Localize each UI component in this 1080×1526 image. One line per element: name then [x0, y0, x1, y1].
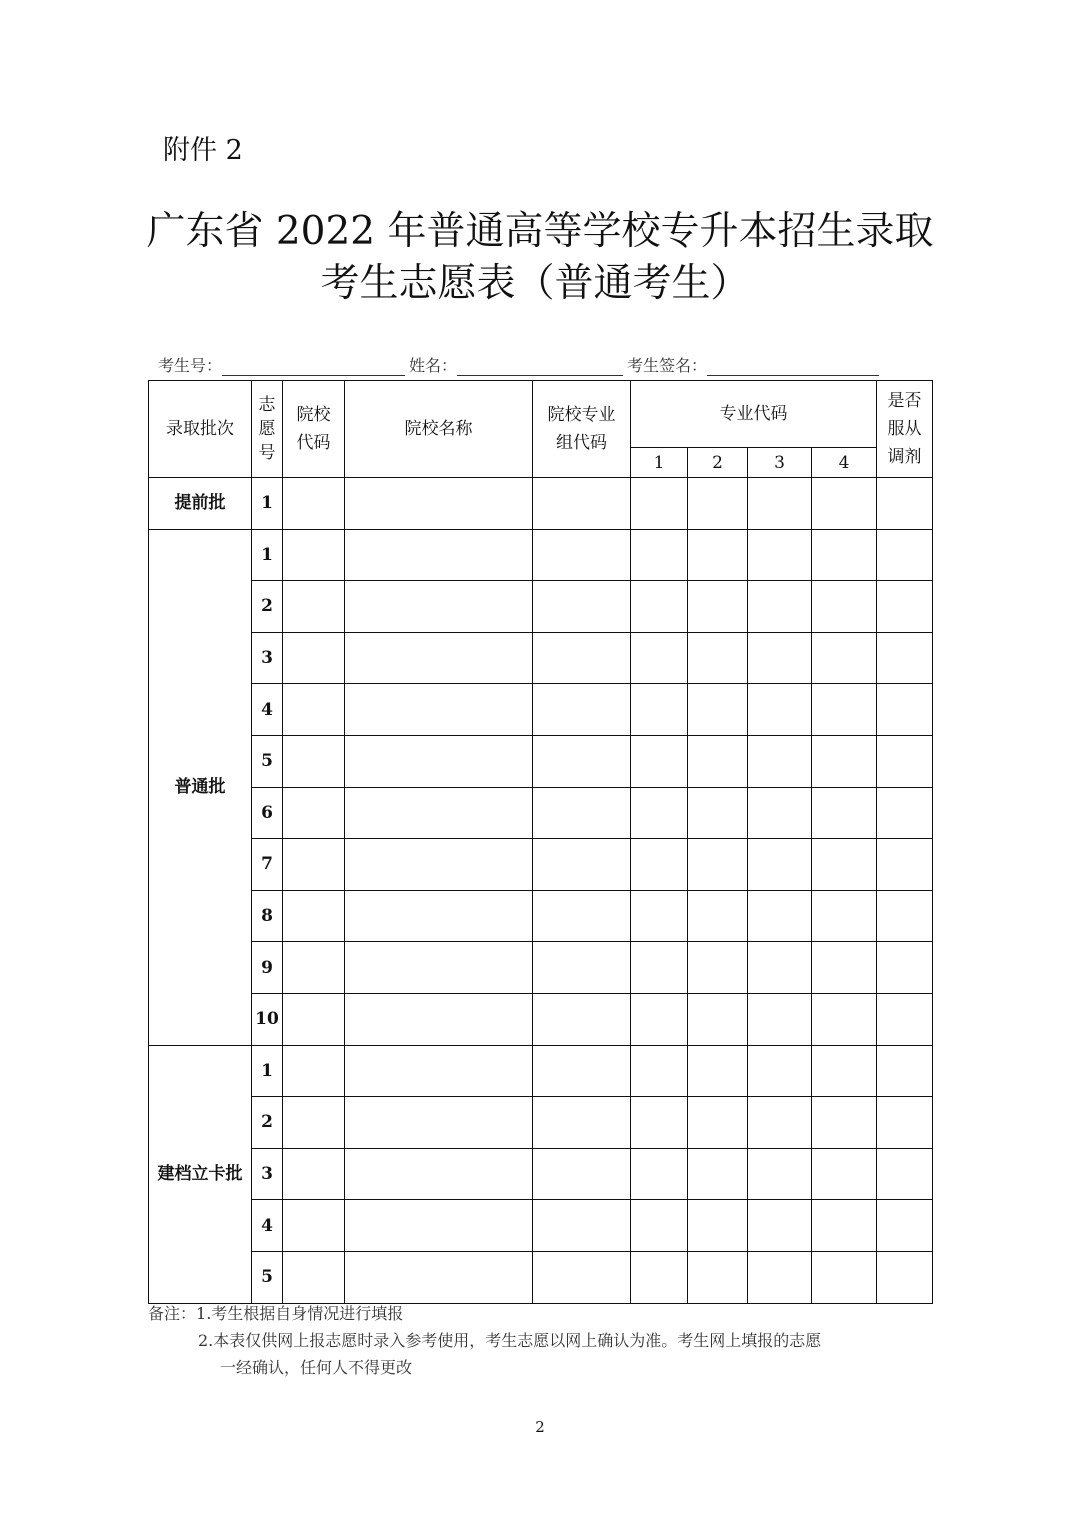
school-name-cell[interactable]: [345, 632, 533, 684]
school-name-cell[interactable]: [345, 1251, 533, 1303]
school-code-cell[interactable]: [283, 684, 345, 736]
school-name-cell[interactable]: [345, 529, 533, 581]
school-name-cell[interactable]: [345, 684, 533, 736]
school-code-cell[interactable]: [283, 735, 345, 787]
choice-number: 6: [252, 787, 283, 839]
batch-cell: 建档立卡批: [149, 1045, 252, 1303]
adjust-cell[interactable]: [877, 735, 933, 787]
major-code-1-cell[interactable]: [631, 1148, 688, 1200]
major-code-2-cell[interactable]: [688, 581, 748, 633]
major-code-2-cell[interactable]: [688, 632, 748, 684]
choice-number: 2: [252, 581, 283, 633]
school-name-cell[interactable]: [345, 839, 533, 891]
major-code-1-cell[interactable]: [631, 890, 688, 942]
school-code-cell[interactable]: [283, 1148, 345, 1200]
group-code-cell[interactable]: [533, 1045, 631, 1097]
school-code-cell[interactable]: [283, 787, 345, 839]
major-code-4-cell[interactable]: [812, 787, 877, 839]
table-row: [149, 839, 933, 891]
batch-cell: 普通批: [149, 529, 252, 1045]
major-code-4-cell[interactable]: [812, 1251, 877, 1303]
school-code-cell[interactable]: [283, 478, 345, 530]
table-row: [149, 632, 933, 684]
group-code-cell[interactable]: [533, 632, 631, 684]
major-code-1-cell[interactable]: [631, 1045, 688, 1097]
major-code-3-cell[interactable]: [748, 890, 812, 942]
table-row: [149, 1045, 933, 1097]
major-code-2-cell[interactable]: [688, 478, 748, 530]
choice-number: 5: [252, 735, 283, 787]
major-code-3-cell[interactable]: [748, 787, 812, 839]
adjust-cell[interactable]: [877, 839, 933, 891]
major-code-4-cell[interactable]: [812, 839, 877, 891]
major-code-4-cell[interactable]: [812, 684, 877, 736]
page-number: 2: [535, 1418, 545, 1436]
school-name-cell[interactable]: [345, 478, 533, 530]
choice-number: 10: [252, 993, 283, 1045]
form-title-line1: 广东省 2022 年普通高等学校专升本招生录取: [146, 209, 934, 254]
group-code-cell[interactable]: [533, 529, 631, 581]
major-code-3-cell[interactable]: [748, 1251, 812, 1303]
adjust-cell[interactable]: [877, 684, 933, 736]
school-name-cell[interactable]: [345, 735, 533, 787]
choice-number: 9: [252, 942, 283, 994]
signature-field[interactable]: [707, 357, 879, 376]
header-major-col-1: 1: [631, 448, 688, 478]
major-code-2-cell[interactable]: [688, 1045, 748, 1097]
major-code-2-cell[interactable]: [688, 1251, 748, 1303]
group-code-cell[interactable]: [533, 1200, 631, 1252]
choice-number: 4: [252, 1200, 283, 1252]
major-code-3-cell[interactable]: [748, 993, 812, 1045]
major-code-2-cell[interactable]: [688, 1200, 748, 1252]
choice-number: 2: [252, 1097, 283, 1149]
major-code-3-cell[interactable]: [748, 529, 812, 581]
school-code-cell[interactable]: [283, 1200, 345, 1252]
major-code-1-cell[interactable]: [631, 942, 688, 994]
adjust-cell[interactable]: [877, 890, 933, 942]
choice-number: 1: [252, 478, 283, 530]
group-code-cell[interactable]: [533, 787, 631, 839]
header-group-code: 院校专业 组代码: [533, 381, 631, 478]
major-code-1-cell[interactable]: [631, 632, 688, 684]
candidate-no-label: 考生号：: [158, 356, 223, 375]
major-code-2-cell[interactable]: [688, 1148, 748, 1200]
school-name-cell[interactable]: [345, 1200, 533, 1252]
note-item-2: 2.本表仅供网上报志愿时录入参考使用，考生志愿以网上确认为准。考生网上填报的志愿: [198, 1331, 822, 1350]
major-code-4-cell[interactable]: [812, 529, 877, 581]
header-adjust: 是否 服从 调剂: [877, 381, 933, 478]
group-code-cell[interactable]: [533, 735, 631, 787]
school-code-cell[interactable]: [283, 1251, 345, 1303]
major-code-1-cell[interactable]: [631, 684, 688, 736]
group-code-cell[interactable]: [533, 478, 631, 530]
header-school-code: 院校 代码: [283, 381, 345, 478]
major-code-2-cell[interactable]: [688, 890, 748, 942]
school-name-cell[interactable]: [345, 890, 533, 942]
major-code-3-cell[interactable]: [748, 1097, 812, 1149]
school-code-cell[interactable]: [283, 529, 345, 581]
major-code-2-cell[interactable]: [688, 1097, 748, 1149]
choice-number: 1: [252, 529, 283, 581]
major-code-1-cell[interactable]: [631, 787, 688, 839]
note-item-1: 1.考生根据自身情况进行填报: [196, 1304, 404, 1323]
name-label: 姓名：: [409, 356, 458, 375]
group-code-cell[interactable]: [533, 839, 631, 891]
school-code-cell[interactable]: [283, 993, 345, 1045]
major-code-2-cell[interactable]: [688, 942, 748, 994]
table-row: [149, 942, 933, 994]
header-major-col-3: 3: [748, 448, 812, 478]
major-code-2-cell[interactable]: [688, 684, 748, 736]
major-code-1-cell[interactable]: [631, 478, 688, 530]
group-code-cell[interactable]: [533, 581, 631, 633]
group-code-cell[interactable]: [533, 1097, 631, 1149]
group-code-cell[interactable]: [533, 942, 631, 994]
major-code-1-cell[interactable]: [631, 735, 688, 787]
table-row: [149, 890, 933, 942]
table-row: [149, 529, 933, 581]
major-code-4-cell[interactable]: [812, 478, 877, 530]
table-row: [149, 787, 933, 839]
table-row: [149, 1097, 933, 1149]
table-row: [149, 581, 933, 633]
major-code-3-cell[interactable]: [748, 478, 812, 530]
notes: [148, 1300, 821, 1381]
choice-number: 7: [252, 839, 283, 891]
adjust-cell[interactable]: [877, 478, 933, 530]
school-name-cell[interactable]: [345, 1097, 533, 1149]
adjust-cell[interactable]: [877, 1200, 933, 1252]
choice-number: 8: [252, 890, 283, 942]
major-code-2-cell[interactable]: [688, 839, 748, 891]
table-row: [149, 1200, 933, 1252]
school-name-cell[interactable]: [345, 942, 533, 994]
signature-label: 考生签名：: [627, 356, 708, 375]
major-code-3-cell[interactable]: [748, 1200, 812, 1252]
major-code-4-cell[interactable]: [812, 632, 877, 684]
major-code-1-cell[interactable]: [631, 1097, 688, 1149]
group-code-cell[interactable]: [533, 1251, 631, 1303]
notes-label: 备注：: [148, 1304, 197, 1323]
major-code-4-cell[interactable]: [812, 581, 877, 633]
candidate-info-row: [158, 353, 883, 376]
major-code-3-cell[interactable]: [748, 942, 812, 994]
table-row: [149, 993, 933, 1045]
choice-number: 3: [252, 1148, 283, 1200]
major-code-1-cell[interactable]: [631, 1200, 688, 1252]
group-code-cell[interactable]: [533, 684, 631, 736]
choice-number: 3: [252, 632, 283, 684]
school-code-cell[interactable]: [283, 632, 345, 684]
form-title-line2: 考生志愿表（普通考生）: [320, 261, 750, 306]
major-code-4-cell[interactable]: [812, 993, 877, 1045]
table-row: [149, 478, 933, 530]
major-code-3-cell[interactable]: [748, 632, 812, 684]
header-school-name: 院校名称: [345, 381, 533, 478]
table-row: [149, 1148, 933, 1200]
adjust-cell[interactable]: [877, 942, 933, 994]
batch-cell: 提前批: [149, 478, 252, 530]
school-code-cell[interactable]: [283, 581, 345, 633]
adjust-cell[interactable]: [877, 993, 933, 1045]
adjust-cell[interactable]: [877, 1097, 933, 1149]
school-code-cell[interactable]: [283, 1045, 345, 1097]
major-code-4-cell[interactable]: [812, 1045, 877, 1097]
choice-number: 5: [252, 1251, 283, 1303]
choice-number: 4: [252, 684, 283, 736]
major-code-3-cell[interactable]: [748, 1045, 812, 1097]
school-code-cell[interactable]: [283, 1097, 345, 1149]
major-code-4-cell[interactable]: [812, 1097, 877, 1149]
major-code-4-cell[interactable]: [812, 942, 877, 994]
header-major-col-2: 2: [688, 448, 748, 478]
group-code-cell[interactable]: [533, 993, 631, 1045]
major-code-3-cell[interactable]: [748, 1148, 812, 1200]
school-code-cell[interactable]: [283, 942, 345, 994]
adjust-cell[interactable]: [877, 1148, 933, 1200]
table-row: [149, 684, 933, 736]
school-code-cell[interactable]: [283, 839, 345, 891]
attachment-label: 附件 2: [163, 135, 243, 166]
school-code-cell[interactable]: [283, 890, 345, 942]
header-choice-no: 志 愿 号: [252, 381, 283, 478]
school-name-cell[interactable]: [345, 993, 533, 1045]
header-major-col-4: 4: [812, 448, 877, 478]
header-batch: 录取批次: [149, 381, 252, 478]
major-code-1-cell[interactable]: [631, 839, 688, 891]
candidate-no-field[interactable]: [222, 357, 405, 376]
adjust-cell[interactable]: [877, 581, 933, 633]
major-code-4-cell[interactable]: [812, 1200, 877, 1252]
adjust-cell[interactable]: [877, 529, 933, 581]
note-item-2-cont: 一经确认，任何人不得更改: [220, 1358, 413, 1377]
group-code-cell[interactable]: [533, 1148, 631, 1200]
name-field[interactable]: [457, 357, 623, 376]
major-code-2-cell[interactable]: [688, 787, 748, 839]
school-name-cell[interactable]: [345, 787, 533, 839]
major-code-3-cell[interactable]: [748, 581, 812, 633]
major-code-4-cell[interactable]: [812, 1148, 877, 1200]
adjust-cell[interactable]: [877, 1251, 933, 1303]
major-code-1-cell[interactable]: [631, 581, 688, 633]
school-name-cell[interactable]: [345, 581, 533, 633]
application-form-table: [148, 380, 932, 1298]
major-code-1-cell[interactable]: [631, 993, 688, 1045]
major-code-3-cell[interactable]: [748, 839, 812, 891]
adjust-cell[interactable]: [877, 1045, 933, 1097]
school-name-cell[interactable]: [345, 1045, 533, 1097]
major-code-1-cell[interactable]: [631, 529, 688, 581]
table-row: [149, 1251, 933, 1303]
major-code-2-cell[interactable]: [688, 735, 748, 787]
choice-number: 1: [252, 1045, 283, 1097]
group-code-cell[interactable]: [533, 890, 631, 942]
adjust-cell[interactable]: [877, 787, 933, 839]
adjust-cell[interactable]: [877, 632, 933, 684]
table-row: [149, 735, 933, 787]
header-major-code: 专业代码: [631, 381, 877, 448]
school-name-cell[interactable]: [345, 1148, 533, 1200]
major-code-2-cell[interactable]: [688, 993, 748, 1045]
major-code-4-cell[interactable]: [812, 735, 877, 787]
major-code-3-cell[interactable]: [748, 735, 812, 787]
major-code-2-cell[interactable]: [688, 529, 748, 581]
major-code-1-cell[interactable]: [631, 1251, 688, 1303]
major-code-4-cell[interactable]: [812, 890, 877, 942]
major-code-3-cell[interactable]: [748, 684, 812, 736]
